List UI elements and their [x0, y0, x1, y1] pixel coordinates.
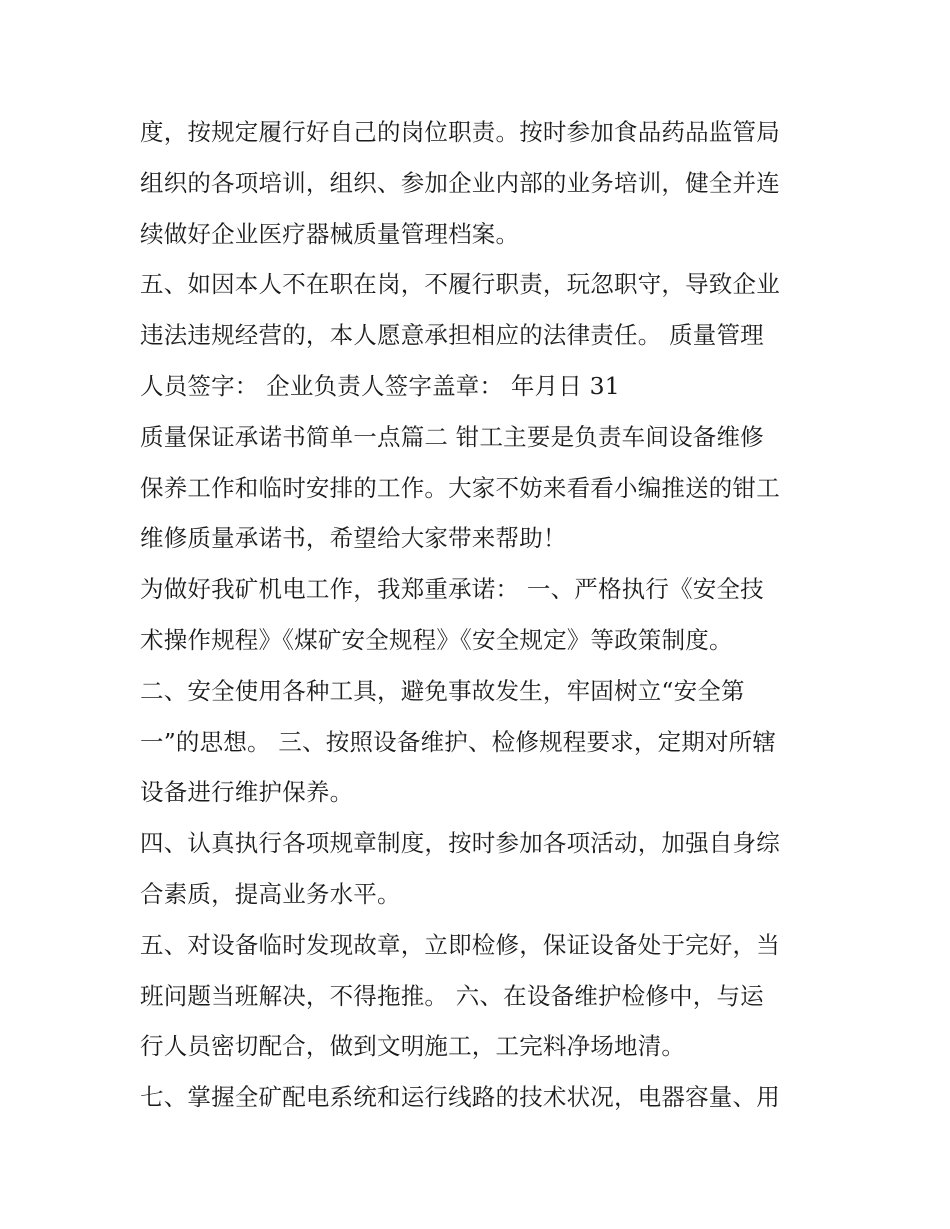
text-line: 违法违规经营的，本人愿意承担相应的法律责任。 质量管理	[140, 321, 764, 350]
text-line: 一”的思想。 三、按照设备维护、检修规程要求，定期对所辖	[140, 727, 777, 756]
text-line: 行人员密切配合，做到文明施工，工完料净场地清。	[140, 1032, 686, 1061]
text-line: 术操作规程》《煤矿安全规程》《安全规定》等政策制度。	[140, 625, 733, 654]
text-line: 二、安全使用各种工具，避免事故发生，牢固树立“安全第	[140, 676, 745, 705]
text-line: 保养工作和临时安排的工作。大家不妨来看看小编推送的钳工	[140, 473, 780, 502]
text-line: 四、认真执行各项规章制度，按时参加各项活动，加强自身综	[140, 829, 780, 858]
text-line: 五、对设备临时发现故章，立即检修，保证设备处于完好，当	[140, 930, 780, 959]
text-line: 班问题当班解决，不得拖推。 六、在设备维护检修中，与运	[140, 981, 764, 1010]
text-line: 维修质量承诺书，希望给大家带来帮助！	[140, 524, 567, 553]
text-line: 度，按规定履行好自己的岗位职责。按时参加食品药品监管局	[140, 118, 780, 146]
text-line: 续做好企业医疗器械质量管理档案。	[140, 219, 520, 248]
text-line: 为做好我矿机电工作，我郑重承诺： 一、严格执行《安全技	[140, 575, 764, 604]
text-line: 七、掌握全矿配电系统和运行线路的技术状况，电器容量、用	[140, 1083, 780, 1112]
text-line: 人员签字： 企业负责人签字盖章： 年月日 31	[140, 371, 620, 400]
text-line: 质量保证承诺书简单一点篇二 钳工主要是负责车间设备维修	[140, 422, 764, 451]
text-line: 组织的各项培训，组织、参加企业内部的业务培训，健全并连	[140, 168, 780, 197]
text-line: 设备进行维护保养。	[140, 778, 354, 807]
text-line: 五、如因本人不在职在岗，不履行职责，玩忽职守，导致企业	[140, 270, 780, 299]
document-body	[140, 107, 820, 1123]
text-line: 合素质，提高业务水平。	[140, 879, 401, 908]
